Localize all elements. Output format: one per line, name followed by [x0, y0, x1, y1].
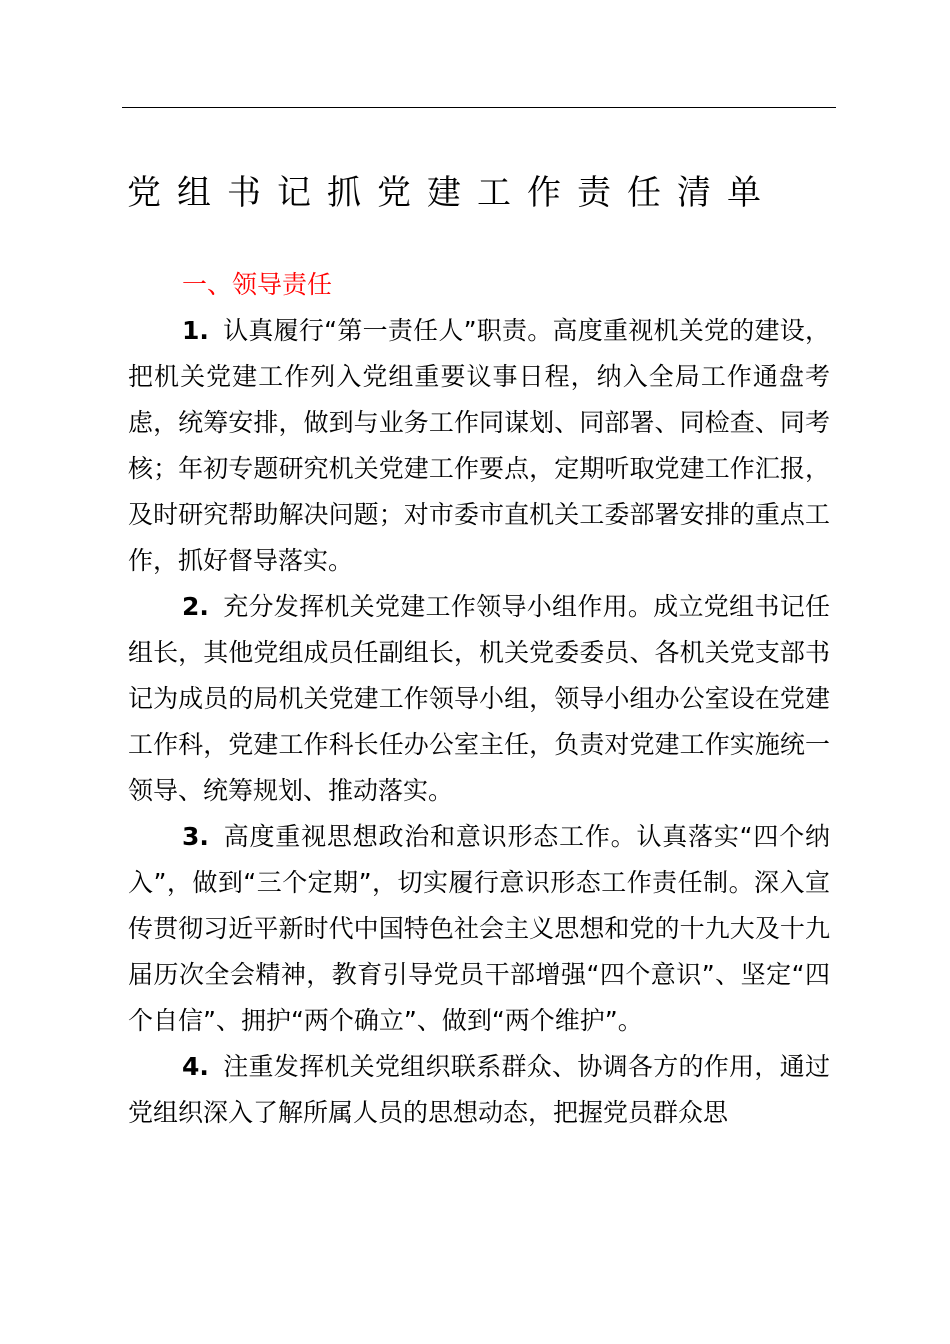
- list-item: [128, 1044, 830, 1136]
- list-item: [128, 814, 830, 1044]
- item-number: 2.: [182, 592, 209, 621]
- section-heading: 一、领导责任: [182, 270, 333, 299]
- list-item: [128, 584, 830, 814]
- item-text: 充分发挥机关党建工作领导小组作用。成立党组书记任组长，其他党组成员任副组长，机关党委委员、各机关党支部书记为成员的局机关党建工作领导小组，领导小组办公室设在党建工作科，党建工作科长任办公室主任，负责对党建工作实施统一领导、统筹规划、推动落实。: [128, 592, 830, 805]
- item-text: 高度重视思想政治和意识形态工作。认真落实“四个纳入”，做到“三个定期”，切实履行意识形态工作责任制。深入宣传贯彻习近平新时代中国特色社会主义思想和党的十九大及十九届历次全会精神，教育引导党员干部增强“四个意识”、坚定“四个自信”、拥护“两个确立”、做到“两个维护”。: [128, 822, 830, 1035]
- item-number: 3.: [182, 822, 209, 851]
- document-title: 党组书记抓党建工作责任清单: [127, 173, 777, 213]
- document-body: [128, 262, 830, 1136]
- item-number: 1.: [182, 316, 209, 345]
- item-text: 注重发挥机关党组织联系群众、协调各方的作用，通过党组织深入了解所属人员的思想动态，把握党员群众思: [128, 1052, 830, 1127]
- header-rule: [122, 107, 836, 108]
- item-text: 认真履行“第一责任人”职责。高度重视机关党的建设，把机关党建工作列入党组重要议事日程，纳入全局工作通盘考虑，统筹安排，做到与业务工作同谋划、同部署、同检查、同考核；年初专题研究机关党建工作要点，定期听取党建工作汇报，及时研究帮助解决问题；对市委市直机关工委部署安排的重点工作，抓好督导落实。: [128, 316, 830, 575]
- list-item: [128, 308, 830, 584]
- item-number: 4.: [182, 1052, 209, 1081]
